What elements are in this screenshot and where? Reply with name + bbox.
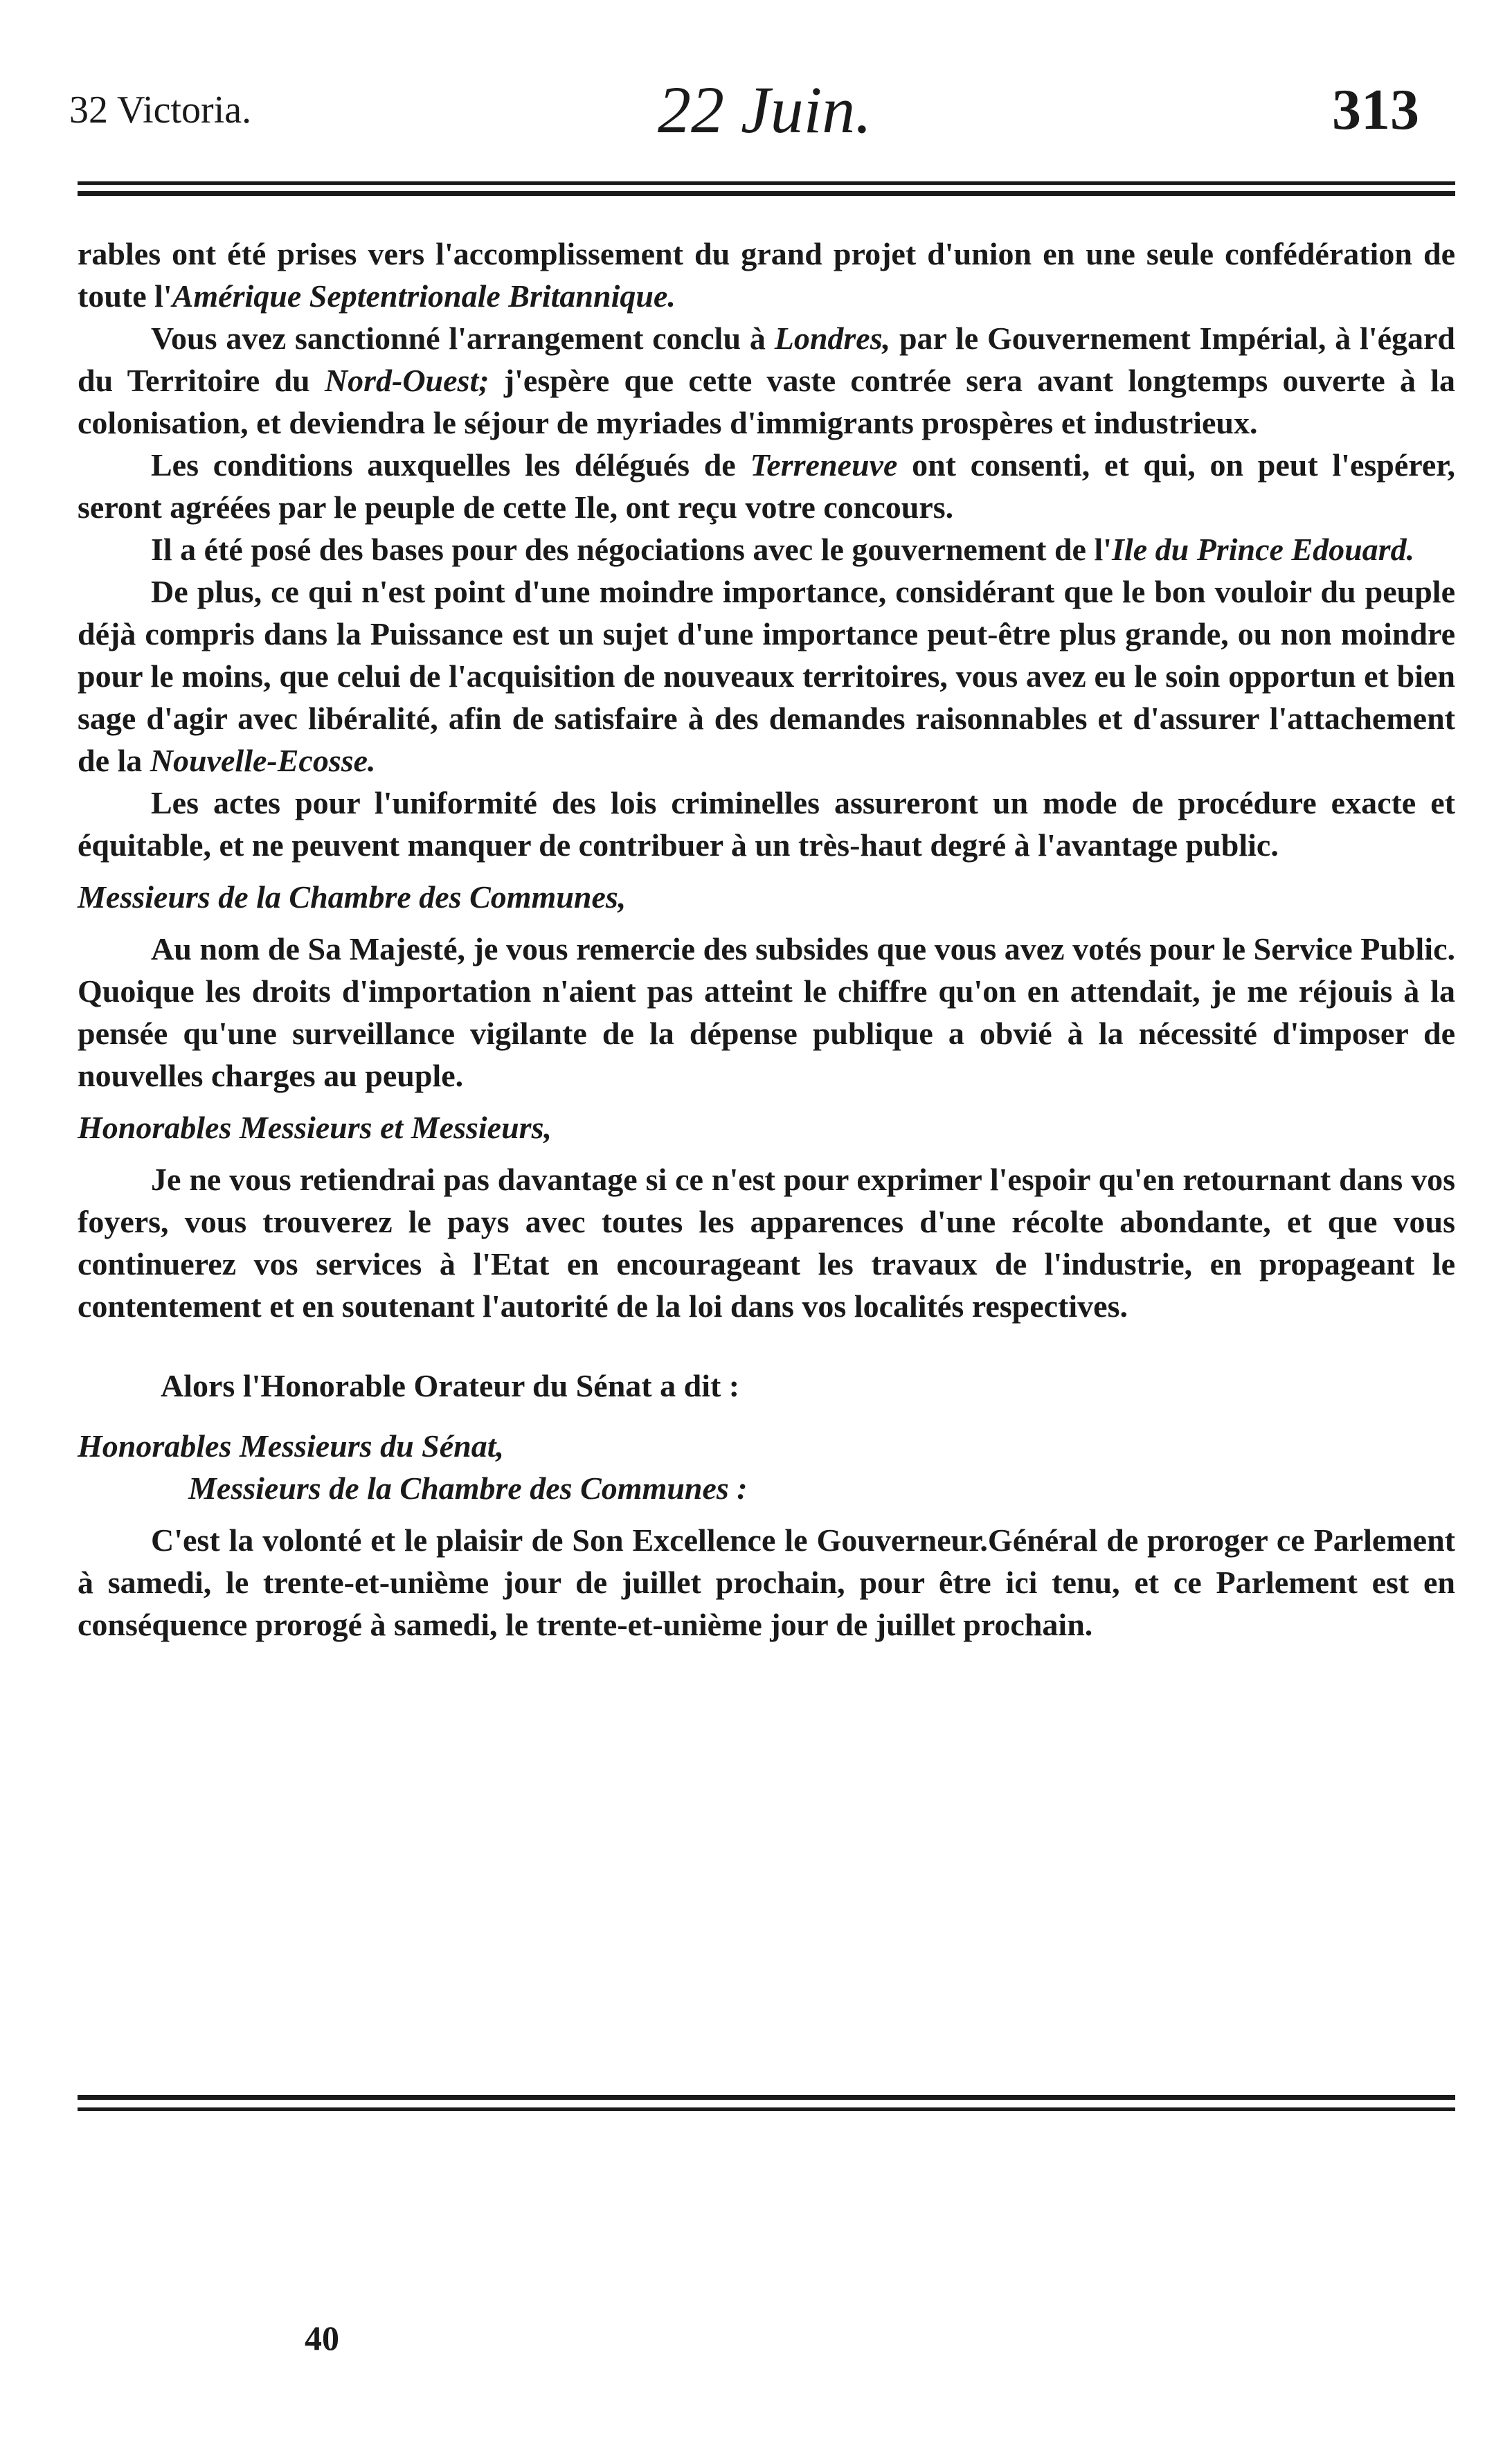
salutation-communes-2: Messieurs de la Chambre des Communes : <box>188 1471 748 1506</box>
italic-text: Nouvelle-Ecosse. <box>150 743 376 778</box>
italic-text: Amérique Septentrionale Britannique. <box>172 278 676 314</box>
page-number: 313 <box>1332 78 1419 142</box>
signature-folio: 40 <box>305 2319 339 2357</box>
paragraph-4 <box>78 528 1455 570</box>
text-run: ont consenti, et qui, on peut l'espérer, seront agréées par le peuple de cette Ile, ont reçu votre concours. <box>78 447 1455 525</box>
header-rule-thin <box>78 181 1455 185</box>
italic-text: Nord-Ouest; <box>324 363 489 398</box>
orateur-line: Alors l'Honorable Orateur du Sénat a dit : <box>161 1368 740 1403</box>
salutation-honorables: Honorables Messieurs et Messieurs, <box>78 1110 552 1145</box>
text-run: Au nom de Sa Majesté, je vous remercie des subsides que vous avez votés pour le Service Public. Quoique les droits d'importation n'aient pas atteint le chiffre qu'on en attendait, je me réjouis à la pensée qu'une surveillance vigilante de la dépense publique a obvié à la nécessité d'imposer de nouvelles charges au peuple. <box>78 931 1455 1093</box>
text-run: j'espère que cette vaste contrée sera avant longtemps ouverte à la colonisation, et deviendra le séjour de myriades d'immigrants prospères et industrieux. <box>78 363 1456 440</box>
body-text <box>78 233 1455 1646</box>
header-rule-thick <box>78 191 1455 196</box>
text-run: Les conditions auxquelles les délégués de <box>151 447 750 483</box>
text-run: par le Gouvernement Impérial, à l'égard du Territoire du <box>78 321 1455 398</box>
text-run: Vous avez sanctionné l'arrangement conclu à <box>151 321 775 356</box>
text-run: C'est la volonté et le plaisir de Son Excellence le Gouverneur.Général de proroger ce Parlement à samedi, le trente-et-unième jour de juillet prochain, pour être ici tenu, et ce Parlement est en conséquence prorogé à samedi, le trente-et-unième jour de juillet prochain. <box>78 1522 1455 1642</box>
paragraph-8 <box>78 1158 1455 1327</box>
paragraph-6 <box>78 782 1455 866</box>
paragraph-3 <box>78 444 1455 528</box>
paragraph-5 <box>78 570 1455 782</box>
paragraph-9 <box>78 1519 1455 1646</box>
text-run: rables ont été prises vers l'accomplissement du grand projet d'union en une seule confédération de toute l' <box>78 236 1455 314</box>
footer-rule-thick <box>78 2095 1455 2100</box>
paragraph-7 <box>78 928 1455 1097</box>
text-run: De plus, ce qui n'est point d'une moindre importance, considérant que le bon vouloir du peuple déjà compris dans la Puissance est un sujet d'une importance peut-être plus grande, ou non moindre pour le moins, que celui de l'acquisition de nouveaux territoires, vous avez eu le soin opportun et bien sage d'agir avec libéralité, afin de satisfaire à des demandes raisonnables et d'assurer l'attachement de la <box>78 574 1455 778</box>
running-head-left: 32 Victoria. <box>69 89 252 132</box>
italic-text: Londres, <box>774 321 891 356</box>
footer-rule-thin <box>78 2107 1455 2111</box>
text-run: Je ne vous retiendrai pas davantage si ce n'est pour exprimer l'espoir qu'en retournant dans vos foyers, vous trouverez le pays avec toutes les apparences d'une récolte abondante, et que vous continuerez vos services à l'Etat en encourageant les travaux de l'industrie, en propageant le contentement et en soutenant l'autorité de la loi dans vos localités respectives. <box>78 1162 1455 1324</box>
text-run: Les actes pour l'uniformité des lois criminelles assureront un mode de procédure exacte et équitable, et ne peuvent manquer de contribuer à un très-haut degré à l'avantage public. <box>78 785 1455 863</box>
text-run: Il a été posé des bases pour des négociations avec le gouvernement de l' <box>151 532 1113 567</box>
salutation-senat: Honorables Messieurs du Sénat, <box>78 1428 505 1464</box>
running-head-date: 22 Juin. <box>658 73 872 147</box>
paragraph-2 <box>78 317 1455 444</box>
paragraph-1 <box>78 233 1455 317</box>
salutation-communes: Messieurs de la Chambre des Communes, <box>78 879 627 915</box>
italic-text: Ile du Prince Edouard. <box>1112 532 1415 567</box>
italic-text: Terreneuve <box>750 447 898 483</box>
